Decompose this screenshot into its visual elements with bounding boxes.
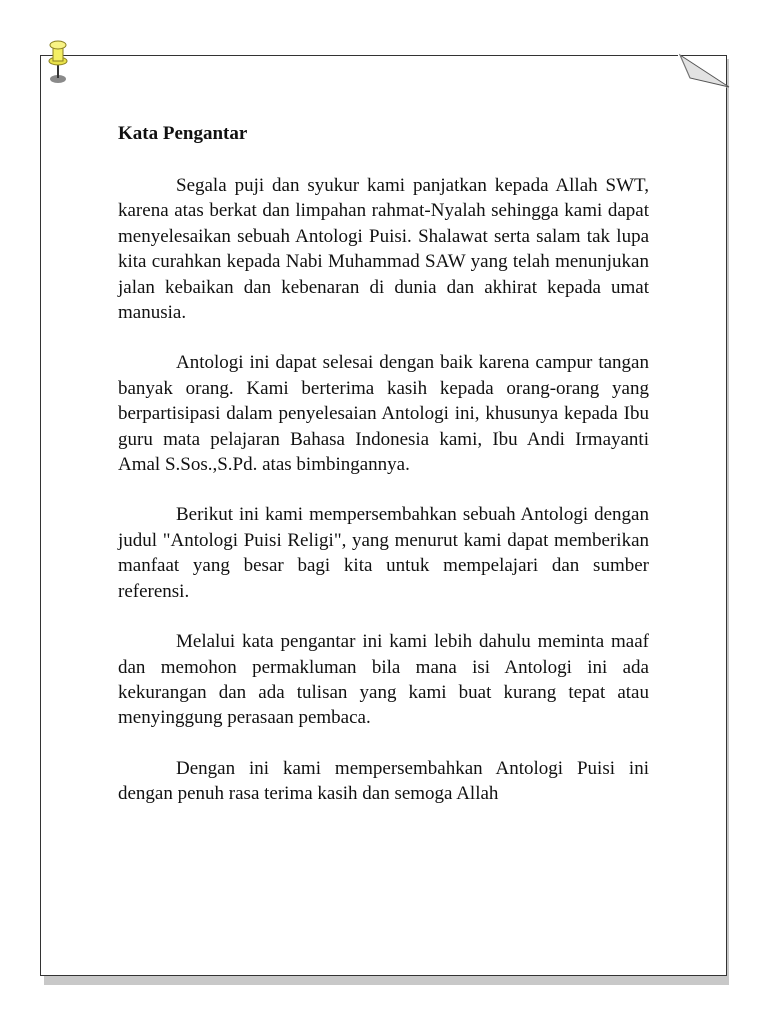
document-body [118, 121, 649, 807]
paragraph-4: Melalui kata pengantar ini kami lebih dahulu meminta maaf dan memohon permakluman bila mana isi Antologi ini ada kekurangan dan ada tulisan yang kami buat kurang tepat atau menyinggung perasaan pembaca. [118, 631, 649, 729]
paragraph-1: Segala puji dan syukur kami panjatkan kepada Allah SWT, karena atas berkat dan limpahan rahmat-Nyalah sehingga kami dapat menyelesaikan sebuah Antologi Puisi. Shalawat serta salam tak lupa kita curahkan kepada Nabi Muhammad SAW yang telah menunjukan jalan kebaikan dan kebenaran di dunia dan akhirat kepada umat manusia. [118, 175, 649, 324]
paragraph-3: Berikut ini kami mempersembahkan sebuah Antologi dengan judul "Antologi Puisi Religi", yang menurut kami dapat memberikan manfaat yang besar bagi kita untuk mempelajari dan sumber referensi. [118, 504, 649, 602]
paragraph-5: Dengan ini kami mempersembahkan Antologi Puisi ini dengan penuh rasa terima kasih dan semoga Allah [118, 757, 649, 805]
page-curl-icon [676, 52, 732, 92]
document-heading: Kata Pengantar [118, 123, 248, 144]
pushpin-icon [42, 38, 76, 88]
paragraph-2: Antologi ini dapat selesai dengan baik karena campur tangan banyak orang. Kami berterima kasih kepada orang-orang yang berpartisipasi dalam penyelesaian Antologi ini, khusunya kepada Ibu guru mata pelajaran Bahasa Indonesia kami, Ibu Andi Irmayanti Amal S.Sos.,S.Pd. atas bimbingannya. [118, 352, 649, 476]
